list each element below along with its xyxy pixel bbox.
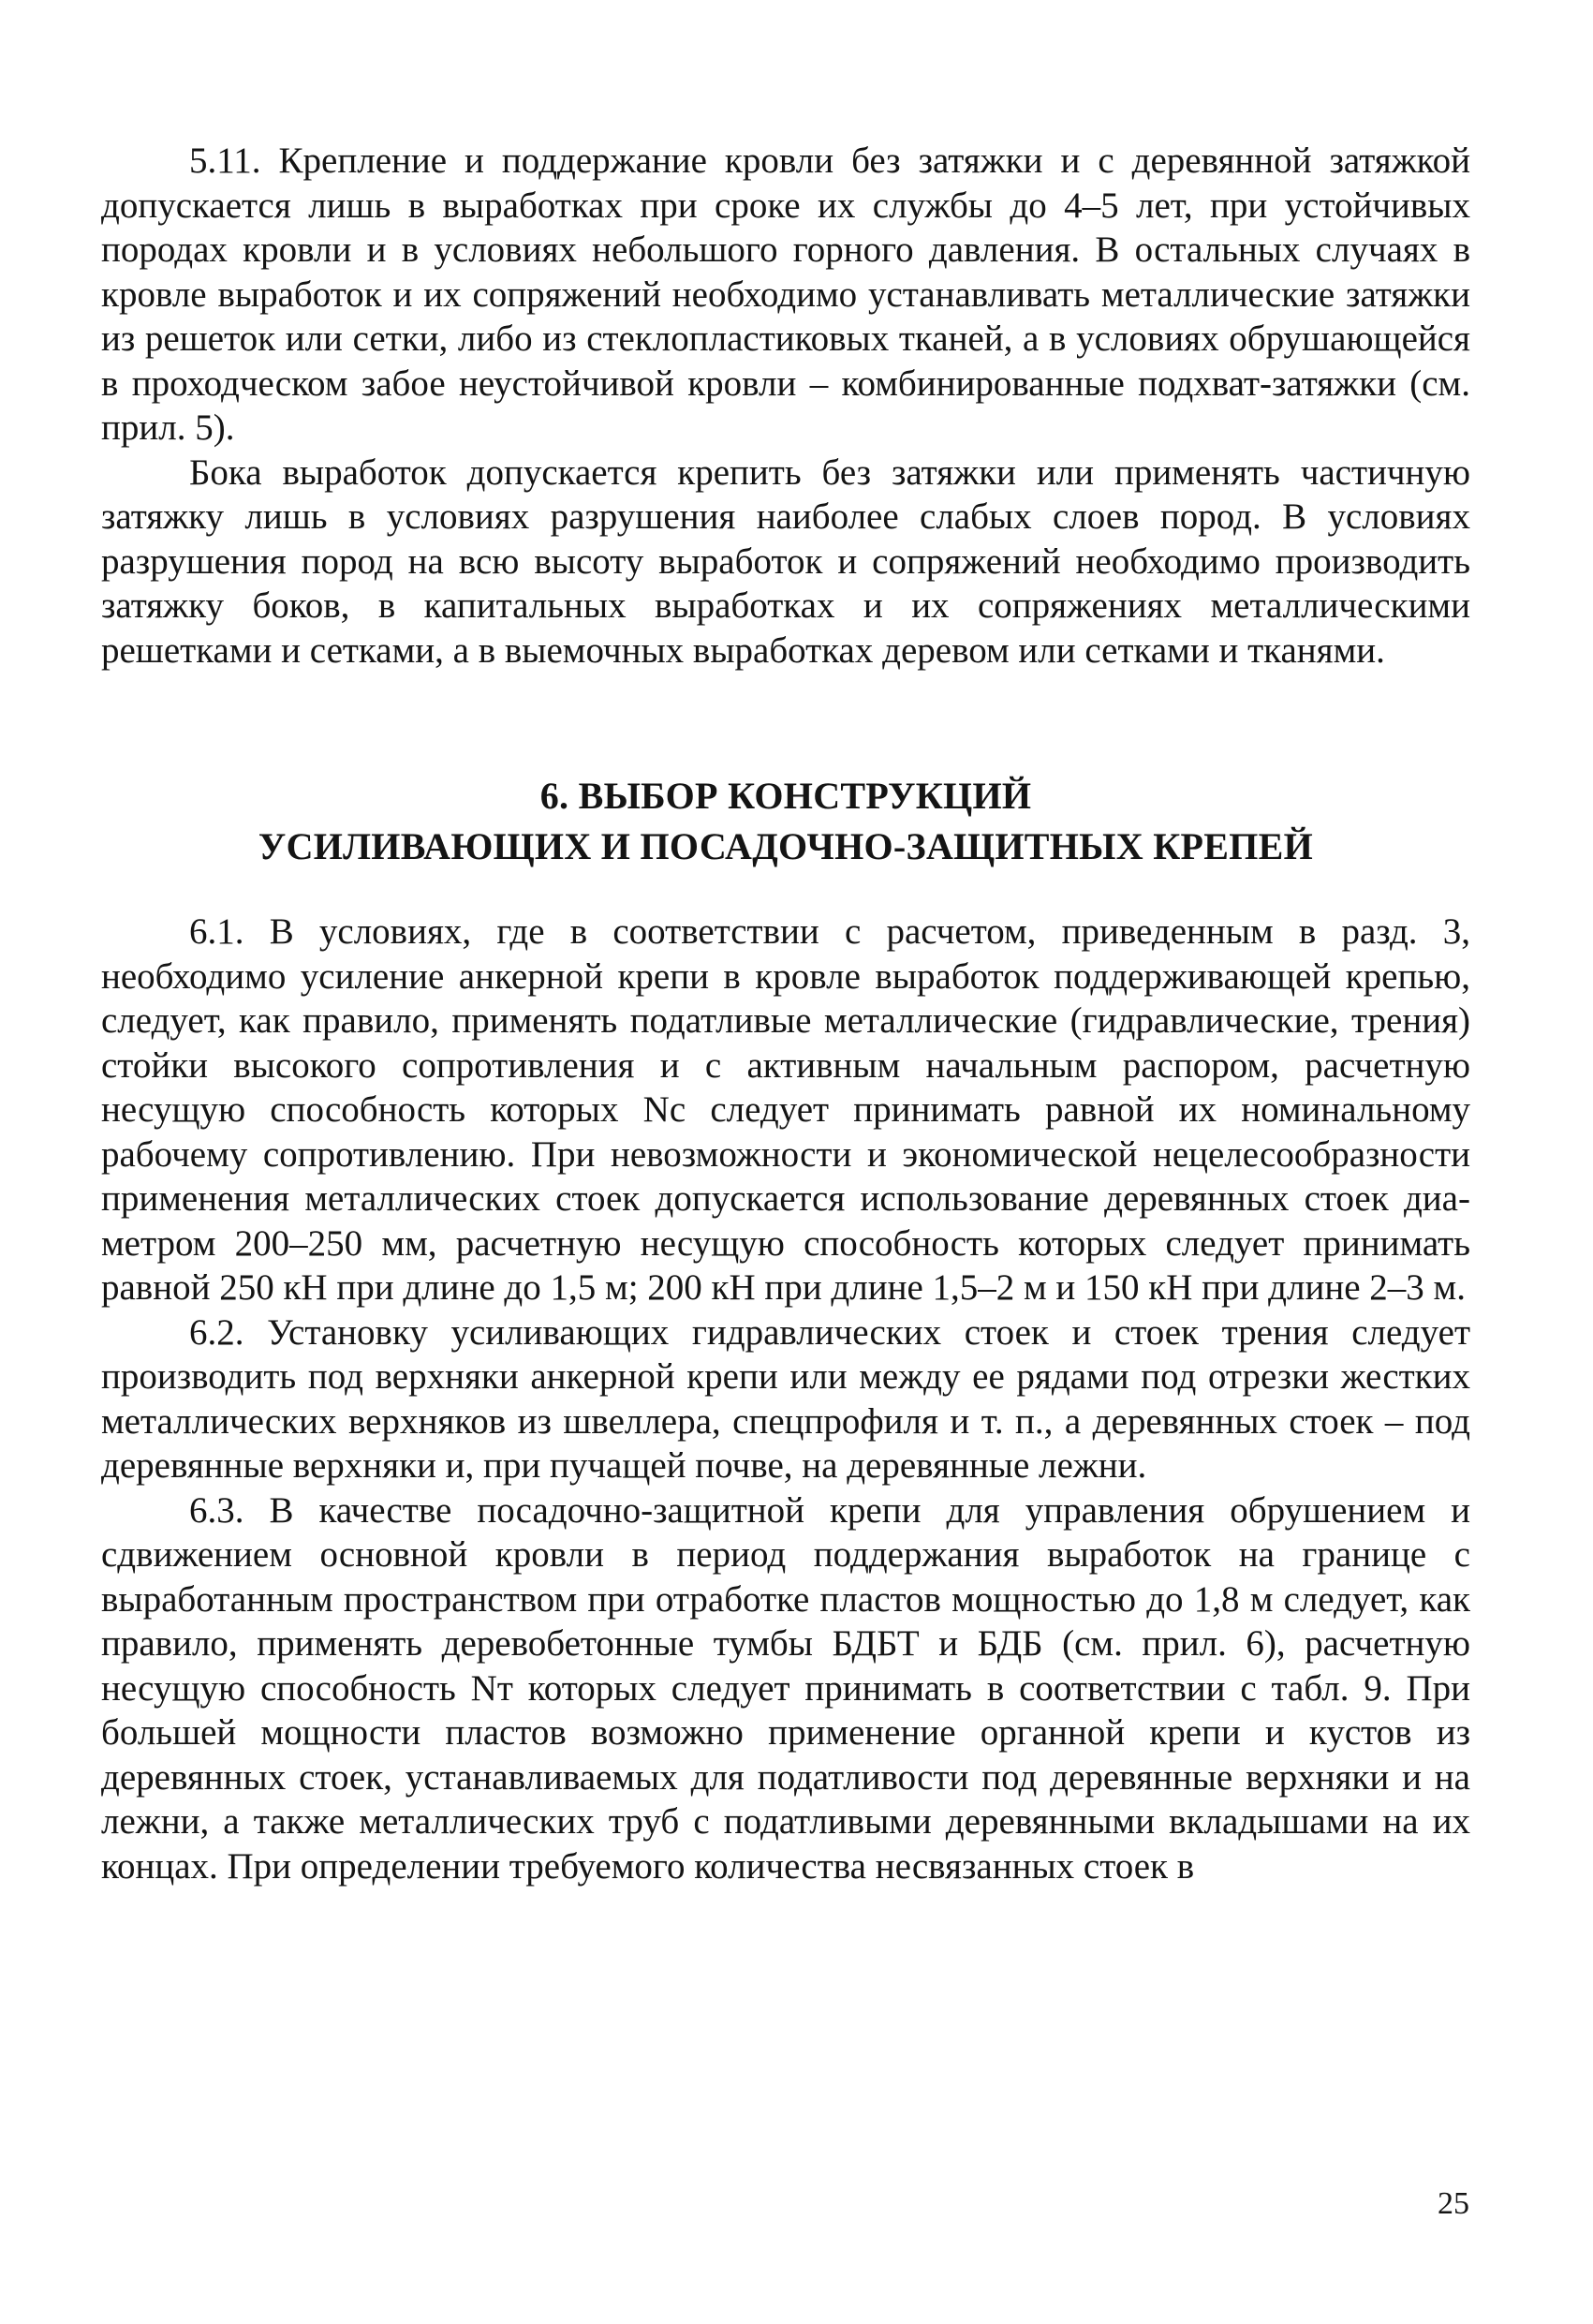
- heading-spacer: [101, 872, 1470, 910]
- paragraph-6-1: 6.1. В условиях, где в соответствии с расчетом, приведенным в разд. 3, необходимо усиление анкерной крепи в кровле выработок поддерживающей крепью, следует, как правило, применять податливые металлические (гидравлические, трения) стойки высокого сопротивления и с активным начальным распором, расчетную несущую способность которых Nс следует принимать равной их номинальному рабочему сопротивлению. При невозможности и экономической нецелесообразности применения металлических стоек допускается использование деревянных стоек диаметром 200–250 мм, расчетную несущую способность которых следует принимать равной 250 кН при длине до 1,5 м; 200 кН при длине 1,5–2 м и 150 кН при длине 2–3 м.: [101, 911, 1470, 1308]
- section-6-heading-line-2: УСИЛИВАЮЩИХ И ПОСАДОЧНО-ЗАЩИТНЫХ КРЕПЕЙ: [258, 825, 1314, 867]
- page-number: 25: [1438, 2186, 1469, 2221]
- section-6-heading: [101, 771, 1470, 872]
- paragraph-6-2: 6.2. Установку усиливающих гидравлических стоек и стоек трения следует производить под верхняки анкерной крепи или между ее рядами под отрезки жестких металлических верхняков из швеллера, спецпрофиля и т. п., а деревянных стоек – под деревянные верхняки и, при пучащей почве, на деревянные лежни.: [101, 1311, 1470, 1486]
- paragraph-5-11: 5.11. Крепление и поддержание кровли без затяжки и с деревянной затяжкой допускается лишь в выработках при сроке их службы до 4–5 лет, при устойчивых породах кровли и в условиях небольшого горного давления. В остальных случаях в кровле выработок и их сопряжений необходимо устанавливать металлические затяжки из решеток или сетки, либо из стеклопластиковых тканей, а в условиях обрушающейся в проходческом забое неустойчивой кровли – комбинированные подхват-затяжки (см. прил. 5).: [101, 141, 1470, 448]
- paragraph-6-3: 6.3. В качестве посадочно-защитной крепи для управления обрушением и сдвижением основной кровли в период поддержания выработок на границе с выработанным пространством при отработке пластов мощностью до 1,8 м следует, как правило, применять деревобетонные тумбы БДБТ и БДБ (см. прил. 6), расчетную несущую способность Nт которых следует принимать в соответствии с табл. 9. При большей мощности пластов возможно применение органной крепи и кустов из деревянных стоек, устанавливаемых для податливости под деревянные верхняки и на лежни, а также металлических труб с податливыми деревянными вкладышами на их концах. При определении требуемого количества несвязанных стоек в: [101, 1489, 1470, 1887]
- paragraph-5-11-sides: Бока выработок допускается крепить без затяжки или применять частичную затяжку лишь в условиях разрушения наиболее слабых слоев пород. В условиях разрушения пород на всю высоту выработок и сопряжений необходимо производить затяжку боков, в капитальных выработках и их сопряжениях металлическими решетками и сетками, а в выемочных выработках деревом или сетками и тканями.: [101, 451, 1470, 671]
- section-6-heading-line-1: 6. ВЫБОР КОНСТРУКЦИЙ: [539, 775, 1032, 817]
- section-spacer: [101, 673, 1470, 771]
- page-content: [101, 139, 1470, 1888]
